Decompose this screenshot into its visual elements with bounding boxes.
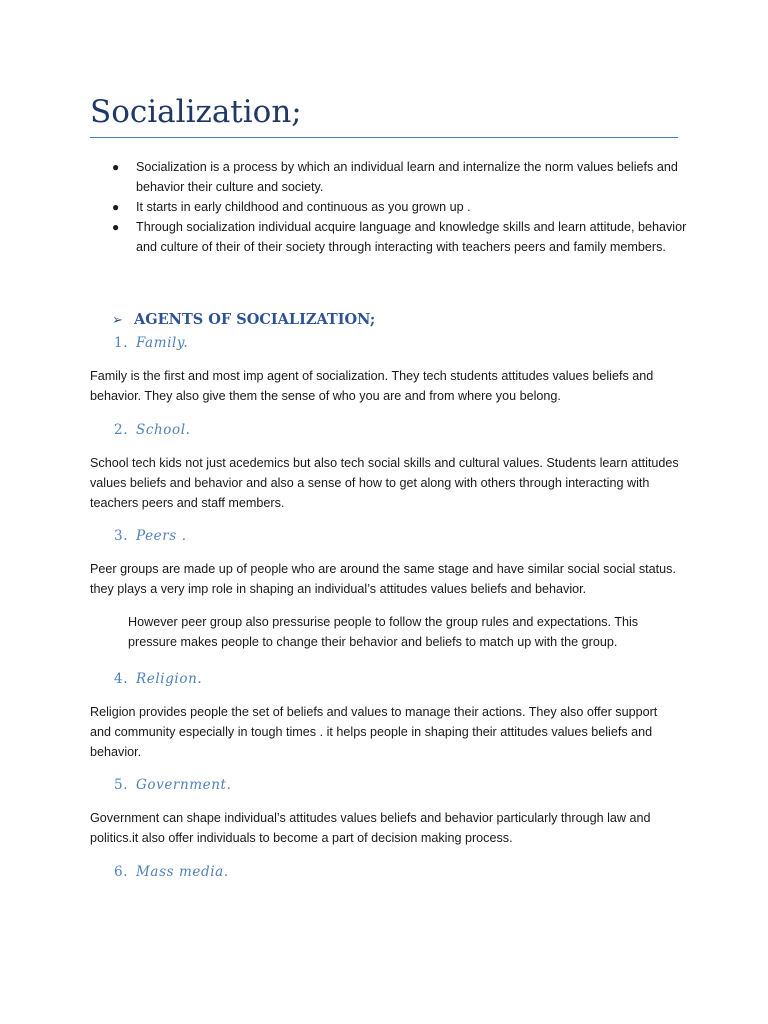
subheading-government bbox=[114, 775, 231, 795]
subheading-number: 1. bbox=[114, 335, 129, 351]
subheading-family bbox=[114, 333, 188, 353]
subheading-text: Government. bbox=[136, 777, 232, 793]
subheading-number: 6. bbox=[114, 864, 129, 880]
subheading-text: Mass media. bbox=[136, 864, 229, 880]
list-item bbox=[90, 217, 690, 257]
subheading-text: Peers . bbox=[136, 528, 187, 544]
paragraph-school: School tech kids not just acedemics but also tech social skills and cultural values. Students learn attitudes values beliefs and behavior and also a sense of how to get along with others through interacting with teachers peers and staff members. bbox=[90, 456, 679, 510]
paragraph-peers-pressure: However peer group also pressurise people to follow the group rules and expectations. This pressure makes people to change their behavior and beliefs to match up with the group. bbox=[128, 615, 639, 649]
paragraph-family: Family is the first and most imp agent of socialization. They tech students attitudes values beliefs and behavior. They also give them the sense of who you are and from where you belong. bbox=[90, 369, 654, 403]
paragraph-peers: Peer groups are made up of people who are around the same stage and have similar social social status. they plays a very imp role in shaping an individual’s attitudes values beliefs and behavior. bbox=[90, 562, 676, 596]
paragraph-government: Government can shape individual’s attitudes values beliefs and behavior particularly through law and politics.it also offer individuals to become a part of decision making process. bbox=[90, 811, 651, 845]
list-item bbox=[90, 197, 690, 217]
agents-heading bbox=[112, 309, 375, 332]
subheading-text: School. bbox=[136, 422, 191, 438]
subheading-number: 2. bbox=[114, 422, 129, 438]
bullet-icon: ● bbox=[112, 220, 120, 234]
bullet-text: Through socialization individual acquire language and knowledge skills and learn attitude, behavior and culture of their of their society through interacting with teachers peers and family members. bbox=[136, 220, 687, 254]
subheading-school bbox=[114, 420, 191, 440]
page-title: Socialization; bbox=[90, 94, 302, 130]
list-item bbox=[90, 157, 690, 197]
bullet-text: It starts in early childhood and continuous as you grown up . bbox=[136, 200, 471, 214]
intro-bullet-list bbox=[90, 157, 690, 257]
bullet-text: Socialization is a process by which an individual learn and internalize the norm values beliefs and behavior their culture and society. bbox=[136, 160, 678, 194]
bullet-icon: ● bbox=[112, 160, 120, 174]
subheading-number: 3. bbox=[114, 528, 129, 544]
subheading-mass-media bbox=[114, 862, 229, 882]
paragraph-religion: Religion provides people the set of beliefs and values to manage their actions. They also offer support and community especially in tough times . it helps people in shaping their attitudes values beliefs and behavior. bbox=[90, 705, 658, 759]
subheading-religion bbox=[114, 669, 202, 689]
subheading-text: Family. bbox=[136, 335, 189, 351]
subheading-number: 5. bbox=[114, 777, 129, 793]
arrow-bullet-icon: ➢ bbox=[112, 313, 123, 328]
title-underline bbox=[90, 137, 678, 138]
agents-heading-text: AGENTS OF SOCIALIZATION; bbox=[134, 311, 376, 328]
subheading-peers bbox=[114, 526, 187, 546]
subheading-text: Religion. bbox=[136, 671, 203, 687]
bullet-icon: ● bbox=[112, 200, 120, 214]
subheading-number: 4. bbox=[114, 671, 129, 687]
